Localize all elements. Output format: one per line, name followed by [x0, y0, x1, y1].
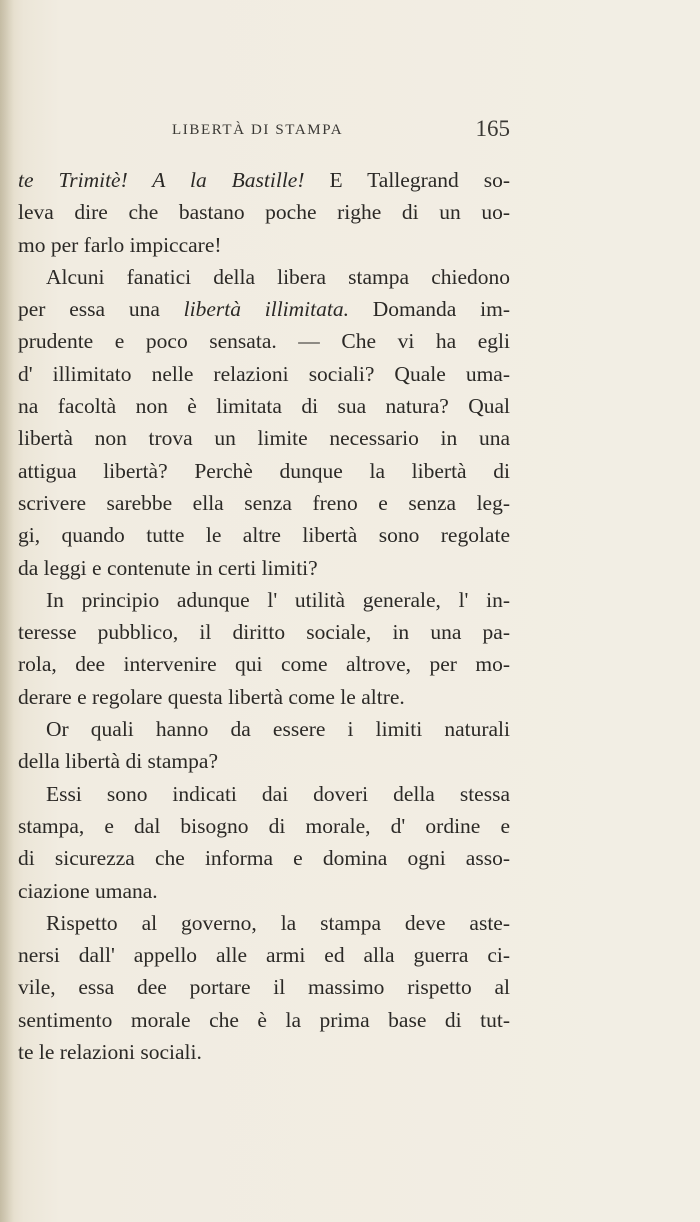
italic-text: te Trimitè! A la Bastille! [18, 168, 305, 192]
text-line [18, 939, 510, 971]
text-segment: te le relazioni sociali. [18, 1040, 202, 1065]
text-segment: Or quali hanno da essere i limiti naturali [46, 717, 510, 742]
text-line [18, 422, 510, 454]
text-line [18, 971, 510, 1003]
text-segment: leva dire che bastano poche righe di un uo- [18, 200, 510, 225]
text-segment: na facoltà non è limitata di sua natura? Qual [18, 394, 510, 419]
text-line [18, 229, 510, 261]
text-line [18, 261, 510, 293]
text-segment: nersi dall' appello alle armi ed alla guerra ci- [18, 943, 510, 968]
text-segment: vile, essa dee portare il massimo rispetto al [18, 975, 510, 1000]
text-line [18, 390, 510, 422]
text-line [18, 293, 510, 325]
text-segment: derare e regolare questa libertà come le altre. [18, 684, 405, 709]
text-segment: mo per farlo impiccare! [18, 232, 222, 257]
text-line [18, 907, 510, 939]
text-line [18, 196, 510, 228]
text-line [18, 648, 510, 680]
text-segment: libertà non trova un limite necessario in una [18, 426, 510, 451]
text-line [18, 1036, 510, 1068]
text-segment: di sicurezza che informa e domina ogni asso- [18, 846, 510, 871]
text-line [18, 616, 510, 648]
text-line [18, 778, 510, 810]
body-text [18, 164, 510, 1068]
text-segment: stampa, e dal bisogno di morale, d' ordine e [18, 813, 510, 838]
text-line [18, 842, 510, 874]
text-segment: da leggi e contenute in certi limiti? [18, 555, 318, 580]
text-segment: per essa una [18, 297, 184, 322]
text-line [18, 519, 510, 551]
text-segment: scrivere sarebbe ella senza freno e senza leg- [18, 490, 510, 515]
text-segment: prudente e poco sensata. — Che vi ha egli [18, 329, 510, 354]
page-number: 165 [475, 116, 510, 141]
text-segment: attigua libertà? Perchè dunque la libertà di [18, 458, 510, 483]
italic-text: libertà illimitata. [183, 297, 349, 322]
text-segment: Domanda im- [348, 297, 510, 322]
text-segment: E Tallegrand so- [304, 168, 510, 192]
running-head [172, 118, 510, 148]
text-segment: In principio adunque l' utilità generale, l' in- [46, 587, 510, 612]
text-segment: gi, quando tutte le altre libertà sono regolate [18, 523, 510, 548]
text-line [18, 681, 510, 713]
text-segment: d' illimitato nelle relazioni sociali? Quale uma- [18, 361, 510, 386]
text-segment: rola, dee intervenire qui come altrove, per mo- [18, 652, 510, 677]
text-line [18, 325, 510, 357]
binding-shadow [0, 0, 14, 1222]
text-line [18, 745, 510, 777]
text-segment: Alcuni fanatici della libera stampa chiedono [46, 264, 510, 289]
text-line [18, 552, 510, 584]
text-line [18, 1004, 510, 1036]
text-line [18, 164, 510, 196]
text-segment: sentimento morale che è la prima base di tut- [18, 1007, 510, 1032]
text-line [18, 455, 510, 487]
text-line [18, 810, 510, 842]
text-line [18, 584, 510, 616]
text-segment: teresse pubblico, il diritto sociale, in una pa- [18, 620, 510, 645]
text-line [18, 713, 510, 745]
text-segment: della libertà di stampa? [18, 749, 218, 774]
text-line [18, 875, 510, 907]
text-line [18, 358, 510, 390]
text-segment: ciazione umana. [18, 878, 158, 903]
running-title: LIBERTÀ DI STAMPA [172, 122, 344, 138]
text-segment: Essi sono indicati dai doveri della stessa [46, 781, 510, 806]
text-line [18, 487, 510, 519]
text-segment: Rispetto al governo, la stampa deve aste- [46, 910, 510, 935]
